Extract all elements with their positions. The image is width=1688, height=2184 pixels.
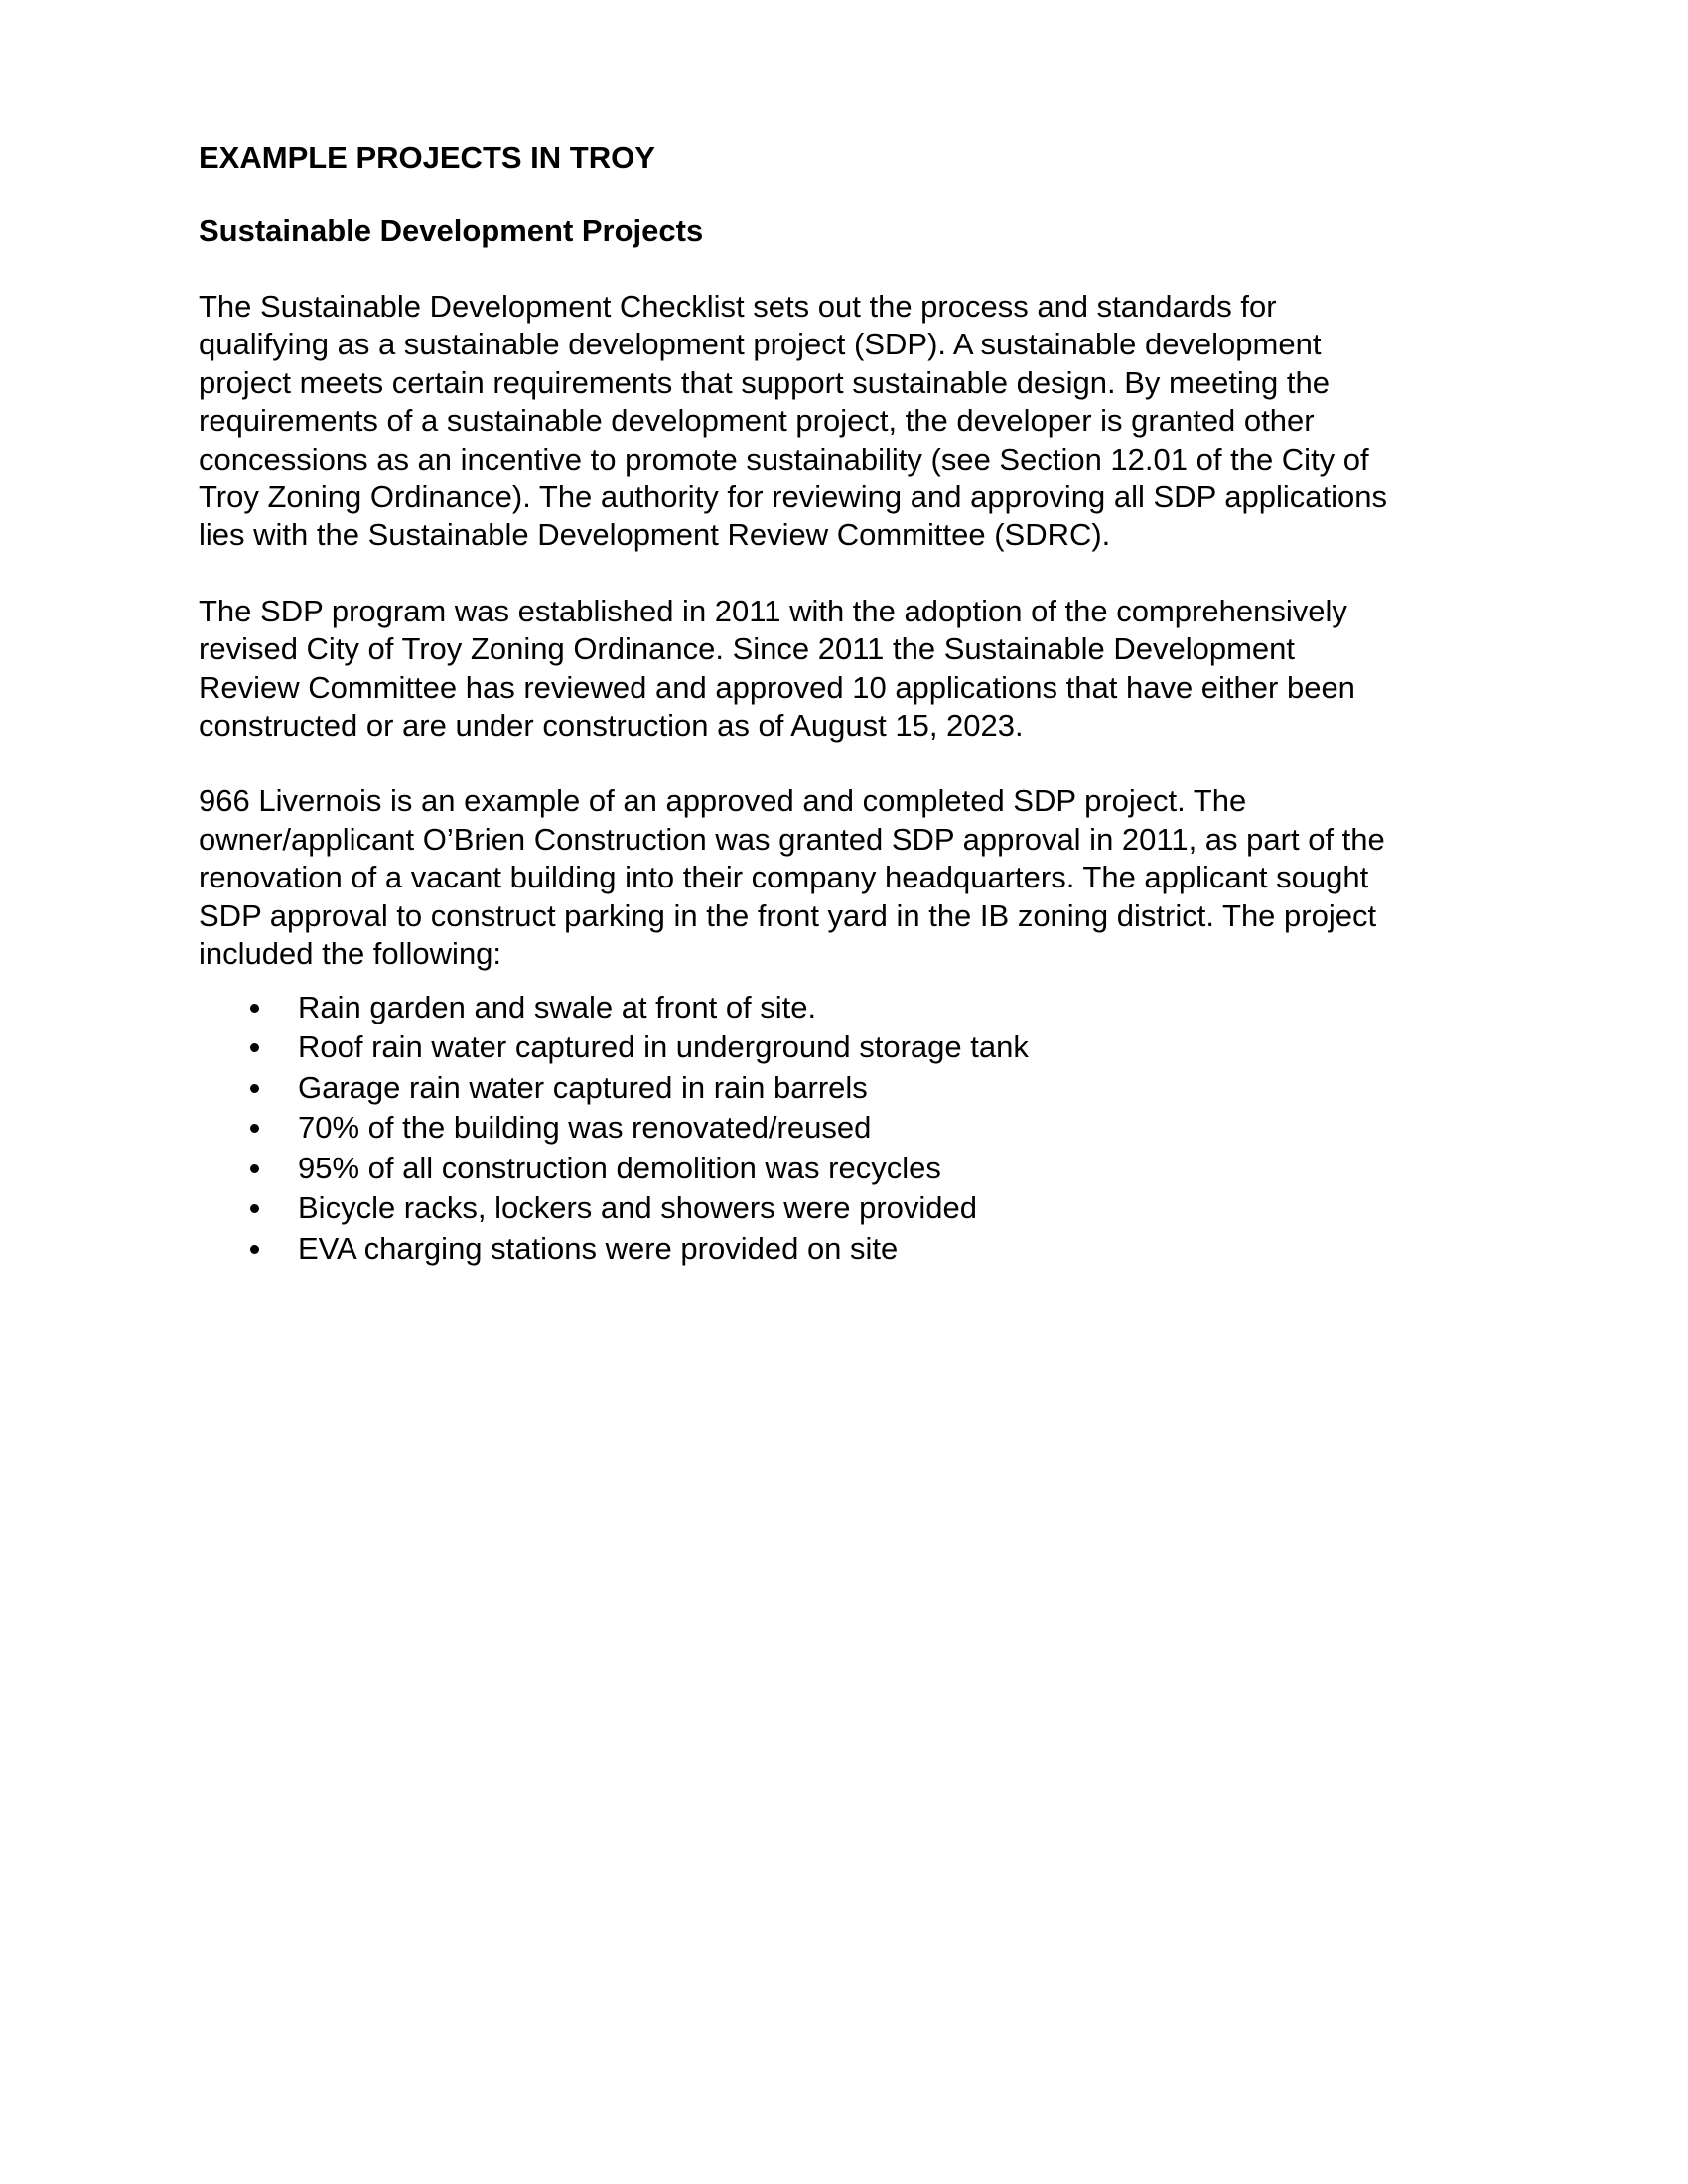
list-item-text: Bicycle racks, lockers and showers were provided: [298, 1190, 977, 1225]
bullet-dot-icon: [250, 1124, 259, 1133]
bullet-dot-icon: [250, 1164, 259, 1173]
list-item-text: 70% of the building was renovated/reused: [298, 1110, 872, 1145]
bullet-dot-icon: [250, 1043, 259, 1052]
list-item-text: Garage rain water captured in rain barrels: [298, 1069, 868, 1105]
document-title: EXAMPLE PROJECTS IN TROY: [199, 140, 655, 175]
bullet-dot-icon: [250, 1204, 259, 1213]
document-page: [199, 139, 1489, 1269]
bullet-dot-icon: [250, 1004, 259, 1013]
list-item: [199, 1188, 1489, 1229]
list-item: [199, 1229, 1489, 1270]
paragraph-966-livernois: 966 Livernois is an example of an approved and completed SDP project. The owner/applicant O’Brien Construction was granted SDP approval in 2011, as part of the renovation of a vacant building into their company headquarters. The applicant sought SDP approval to construct parking in the front yard in the IB zoning district. The project included the following:: [199, 783, 1385, 972]
list-item: [199, 1027, 1489, 1068]
list-item-text: Roof rain water captured in underground storage tank: [298, 1029, 1029, 1064]
bullet-dot-icon: [250, 1245, 259, 1254]
paragraph-sdp-program: The SDP program was established in 2011 with the adoption of the comprehensively revised City of Troy Zoning Ordinance. Since 2011 the Sustainable Development Review Committee has reviewed and approved 10 applications that have either been constructed or are under construction as of August 15, 2023.: [199, 593, 1355, 744]
bullet-dot-icon: [250, 1084, 259, 1093]
list-item: [199, 1068, 1489, 1109]
section-heading: Sustainable Development Projects: [199, 213, 704, 248]
list-item: [199, 1149, 1489, 1189]
paragraph-sdp-checklist: The Sustainable Development Checklist sets out the process and standards for qualifying as a sustainable development project (SDP). A sustainable development project meets certain requirements that support sustainable design. By meeting the requirements of a sustainable development project, the developer is granted other concessions as an incentive to promote sustainability (see Section 12.01 of the City of Troy Zoning Ordinance). The authority for reviewing and approving all SDP applications lies with the Sustainable Development Review Committee (SDRC).: [199, 289, 1388, 553]
list-item-text: 95% of all construction demolition was recycles: [298, 1150, 941, 1185]
list-item: [199, 1108, 1489, 1149]
list-item-text: Rain garden and swale at front of site.: [298, 989, 817, 1024]
project-features-list: [199, 988, 1489, 1270]
list-item-text: EVA charging stations were provided on site: [298, 1230, 899, 1266]
list-item: [199, 988, 1489, 1028]
